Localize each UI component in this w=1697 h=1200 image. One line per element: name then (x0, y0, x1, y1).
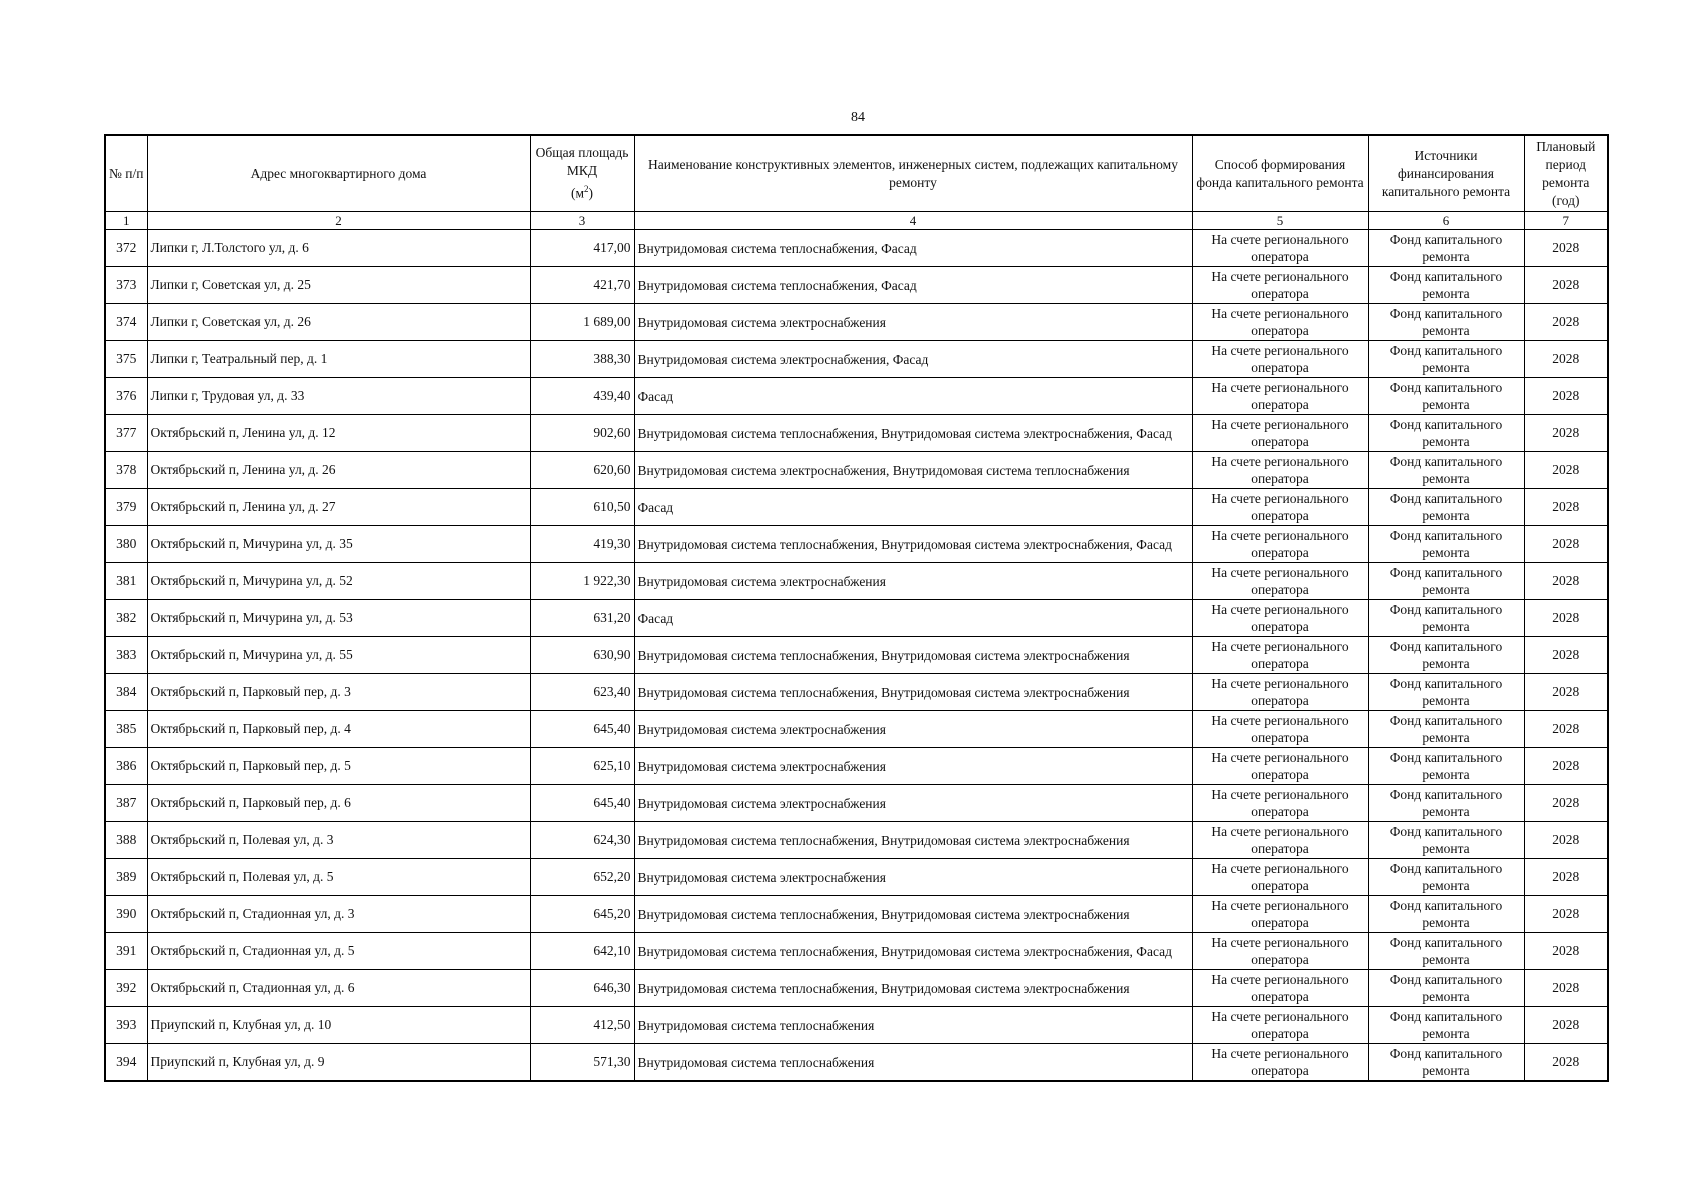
row-fund-method: На счете регионального оператора (1192, 230, 1368, 267)
row-funding-source: Фонд капитального ремонта (1368, 970, 1524, 1007)
table-row (105, 970, 1608, 1007)
row-planned-year: 2028 (1524, 563, 1608, 600)
row-planned-year: 2028 (1524, 748, 1608, 785)
column-number: 4 (634, 212, 1192, 230)
row-funding-source: Фонд капитального ремонта (1368, 230, 1524, 267)
row-funding-source: Фонд капитального ремонта (1368, 452, 1524, 489)
row-planned-year: 2028 (1524, 452, 1608, 489)
row-area: 645,40 (530, 785, 634, 822)
row-fund-method: На счете регионального оператора (1192, 711, 1368, 748)
table-row (105, 304, 1608, 341)
row-elements: Внутридомовая система теплоснабжения, Внутридомовая система электроснабжения (634, 970, 1192, 1007)
row-fund-method: На счете регионального оператора (1192, 378, 1368, 415)
row-funding-source: Фонд капитального ремонта (1368, 1044, 1524, 1082)
row-funding-source: Фонд капитального ремонта (1368, 600, 1524, 637)
header-area-unit-close: ) (588, 185, 594, 201)
row-fund-method: На счете регионального оператора (1192, 896, 1368, 933)
table-row (105, 674, 1608, 711)
row-planned-year: 2028 (1524, 933, 1608, 970)
row-planned-year: 2028 (1524, 1007, 1608, 1044)
row-planned-year: 2028 (1524, 711, 1608, 748)
row-funding-source: Фонд капитального ремонта (1368, 748, 1524, 785)
row-address: Октябрьский п, Мичурина ул, д. 35 (147, 526, 530, 563)
row-fund-method: На счете регионального оператора (1192, 600, 1368, 637)
row-address: Липки г, Советская ул, д. 26 (147, 304, 530, 341)
row-number: 378 (105, 452, 147, 489)
header-planned-year: Плановый период ремонта (год) (1524, 135, 1608, 212)
row-planned-year: 2028 (1524, 1044, 1608, 1082)
row-fund-method: На счете регионального оператора (1192, 822, 1368, 859)
row-area: 421,70 (530, 267, 634, 304)
column-number: 2 (147, 212, 530, 230)
row-elements: Внутридомовая система электроснабжения (634, 785, 1192, 822)
row-address: Липки г, Театральный пер, д. 1 (147, 341, 530, 378)
row-fund-method: На счете регионального оператора (1192, 489, 1368, 526)
row-planned-year: 2028 (1524, 785, 1608, 822)
row-planned-year: 2028 (1524, 267, 1608, 304)
row-planned-year: 2028 (1524, 674, 1608, 711)
row-number: 382 (105, 600, 147, 637)
row-area: 646,30 (530, 970, 634, 1007)
header-area-unit-sup: 2 (584, 184, 589, 195)
table-row (105, 711, 1608, 748)
row-address: Октябрьский п, Парковый пер, д. 3 (147, 674, 530, 711)
row-elements: Фасад (634, 378, 1192, 415)
row-address: Октябрьский п, Полевая ул, д. 5 (147, 859, 530, 896)
row-planned-year: 2028 (1524, 859, 1608, 896)
row-number: 381 (105, 563, 147, 600)
row-elements: Внутридомовая система теплоснабжения, Внутридомовая система электроснабжения, Фасад (634, 415, 1192, 452)
row-planned-year: 2028 (1524, 230, 1608, 267)
row-number: 373 (105, 267, 147, 304)
row-fund-method: На счете регионального оператора (1192, 637, 1368, 674)
row-elements: Внутридомовая система электроснабжения (634, 711, 1192, 748)
table-row (105, 933, 1608, 970)
row-elements: Внутридомовая система теплоснабжения, Внутридомовая система электроснабжения (634, 822, 1192, 859)
row-planned-year: 2028 (1524, 378, 1608, 415)
row-fund-method: На счете регионального оператора (1192, 341, 1368, 378)
table-row (105, 267, 1608, 304)
row-area: 642,10 (530, 933, 634, 970)
row-address: Октябрьский п, Парковый пер, д. 5 (147, 748, 530, 785)
row-funding-source: Фонд капитального ремонта (1368, 785, 1524, 822)
row-area: 1 922,30 (530, 563, 634, 600)
row-number: 388 (105, 822, 147, 859)
column-number: 1 (105, 212, 147, 230)
row-elements: Внутридомовая система теплоснабжения, Внутридомовая система электроснабжения, Фасад (634, 526, 1192, 563)
row-fund-method: На счете регионального оператора (1192, 452, 1368, 489)
row-number: 379 (105, 489, 147, 526)
row-funding-source: Фонд капитального ремонта (1368, 859, 1524, 896)
row-planned-year: 2028 (1524, 970, 1608, 1007)
row-area: 417,00 (530, 230, 634, 267)
row-elements: Внутридомовая система теплоснабжения (634, 1044, 1192, 1082)
row-planned-year: 2028 (1524, 600, 1608, 637)
row-funding-source: Фонд капитального ремонта (1368, 304, 1524, 341)
row-address: Октябрьский п, Ленина ул, д. 12 (147, 415, 530, 452)
row-fund-method: На счете регионального оператора (1192, 526, 1368, 563)
table-row (105, 859, 1608, 896)
column-number: 7 (1524, 212, 1608, 230)
row-planned-year: 2028 (1524, 341, 1608, 378)
row-number: 393 (105, 1007, 147, 1044)
table-row (105, 563, 1608, 600)
row-area: 645,40 (530, 711, 634, 748)
row-number: 376 (105, 378, 147, 415)
column-number-row (105, 212, 1608, 230)
row-address: Октябрьский п, Мичурина ул, д. 53 (147, 600, 530, 637)
row-number: 380 (105, 526, 147, 563)
row-address: Липки г, Трудовая ул, д. 33 (147, 378, 530, 415)
row-fund-method: На счете регионального оператора (1192, 933, 1368, 970)
row-planned-year: 2028 (1524, 526, 1608, 563)
header-address: Адрес многоквартирного дома (147, 135, 530, 212)
row-address: Октябрьский п, Стадионная ул, д. 6 (147, 970, 530, 1007)
row-address: Октябрьский п, Мичурина ул, д. 55 (147, 637, 530, 674)
row-funding-source: Фонд капитального ремонта (1368, 711, 1524, 748)
row-elements: Внутридомовая система теплоснабжения (634, 1007, 1192, 1044)
row-elements: Внутридомовая система электроснабжения, Фасад (634, 341, 1192, 378)
row-elements: Внутридомовая система электроснабжения (634, 304, 1192, 341)
row-number: 391 (105, 933, 147, 970)
row-number: 385 (105, 711, 147, 748)
table-row (105, 415, 1608, 452)
row-funding-source: Фонд капитального ремонта (1368, 267, 1524, 304)
row-fund-method: На счете регионального оператора (1192, 304, 1368, 341)
column-number: 5 (1192, 212, 1368, 230)
header-number: № п/п (105, 135, 147, 212)
page-number: 84 (851, 110, 865, 125)
row-area: 625,10 (530, 748, 634, 785)
row-area: 1 689,00 (530, 304, 634, 341)
repair-registry-table (104, 134, 1609, 1082)
row-address: Приупский п, Клубная ул, д. 9 (147, 1044, 530, 1082)
row-funding-source: Фонд капитального ремонта (1368, 378, 1524, 415)
row-number: 383 (105, 637, 147, 674)
row-number: 390 (105, 896, 147, 933)
table-row (105, 822, 1608, 859)
header-elements: Наименование конструктивных элементов, инженерных систем, подлежащих капитальному ремонту (634, 135, 1192, 212)
row-area: 571,30 (530, 1044, 634, 1082)
row-area: 610,50 (530, 489, 634, 526)
row-funding-source: Фонд капитального ремонта (1368, 822, 1524, 859)
table-row (105, 785, 1608, 822)
row-area: 419,30 (530, 526, 634, 563)
row-elements: Внутридомовая система теплоснабжения, Внутридомовая система электроснабжения (634, 637, 1192, 674)
row-funding-source: Фонд капитального ремонта (1368, 563, 1524, 600)
row-planned-year: 2028 (1524, 896, 1608, 933)
row-elements: Внутридомовая система электроснабжения (634, 563, 1192, 600)
row-area: 645,20 (530, 896, 634, 933)
row-area: 623,40 (530, 674, 634, 711)
table-row (105, 1007, 1608, 1044)
row-elements: Внутридомовая система теплоснабжения, Внутридомовая система электроснабжения (634, 674, 1192, 711)
row-funding-source: Фонд капитального ремонта (1368, 637, 1524, 674)
row-elements: Внутридомовая система электроснабжения (634, 748, 1192, 785)
row-planned-year: 2028 (1524, 415, 1608, 452)
row-number: 372 (105, 230, 147, 267)
row-fund-method: На счете регионального оператора (1192, 859, 1368, 896)
row-address: Октябрьский п, Полевая ул, д. 3 (147, 822, 530, 859)
row-number: 389 (105, 859, 147, 896)
table-row (105, 526, 1608, 563)
row-address: Октябрьский п, Парковый пер, д. 6 (147, 785, 530, 822)
column-number: 3 (530, 212, 634, 230)
row-funding-source: Фонд капитального ремонта (1368, 933, 1524, 970)
row-elements: Фасад (634, 489, 1192, 526)
table-body (105, 230, 1608, 1082)
row-address: Приупский п, Клубная ул, д. 10 (147, 1007, 530, 1044)
row-funding-source: Фонд капитального ремонта (1368, 415, 1524, 452)
row-area: 388,30 (530, 341, 634, 378)
header-area (530, 135, 634, 212)
table-row (105, 748, 1608, 785)
row-area: 624,30 (530, 822, 634, 859)
table-header-row (105, 135, 1608, 212)
row-area: 630,90 (530, 637, 634, 674)
row-funding-source: Фонд капитального ремонта (1368, 526, 1524, 563)
row-number: 374 (105, 304, 147, 341)
row-number: 375 (105, 341, 147, 378)
table-row (105, 378, 1608, 415)
row-number: 392 (105, 970, 147, 1007)
row-area: 439,40 (530, 378, 634, 415)
row-elements: Внутридомовая система электроснабжения, Внутридомовая система теплоснабжения (634, 452, 1192, 489)
row-elements: Внутридомовая система теплоснабжения, Внутридомовая система электроснабжения (634, 896, 1192, 933)
row-number: 386 (105, 748, 147, 785)
table-row (105, 1044, 1608, 1082)
row-fund-method: На счете регионального оператора (1192, 563, 1368, 600)
row-elements: Фасад (634, 600, 1192, 637)
row-planned-year: 2028 (1524, 822, 1608, 859)
table-row (105, 896, 1608, 933)
table-row (105, 600, 1608, 637)
row-planned-year: 2028 (1524, 489, 1608, 526)
row-fund-method: На счете регионального оператора (1192, 1007, 1368, 1044)
row-fund-method: На счете регионального оператора (1192, 748, 1368, 785)
row-fund-method: На счете регионального оператора (1192, 1044, 1368, 1082)
row-funding-source: Фонд капитального ремонта (1368, 674, 1524, 711)
row-area: 631,20 (530, 600, 634, 637)
table-row (105, 452, 1608, 489)
row-address: Октябрьский п, Парковый пер, д. 4 (147, 711, 530, 748)
row-area: 412,50 (530, 1007, 634, 1044)
header-funding-source: Источники финансирования капитального ремонта (1368, 135, 1524, 212)
row-elements: Внутридомовая система теплоснабжения, Фасад (634, 267, 1192, 304)
row-address: Октябрьский п, Мичурина ул, д. 52 (147, 563, 530, 600)
row-fund-method: На счете регионального оператора (1192, 674, 1368, 711)
row-number: 387 (105, 785, 147, 822)
header-area-unit: (м (570, 185, 585, 201)
row-planned-year: 2028 (1524, 304, 1608, 341)
row-funding-source: Фонд капитального ремонта (1368, 341, 1524, 378)
row-fund-method: На счете регионального оператора (1192, 785, 1368, 822)
row-number: 377 (105, 415, 147, 452)
table-row (105, 489, 1608, 526)
row-fund-method: На счете регионального оператора (1192, 970, 1368, 1007)
row-address: Липки г, Л.Толстого ул, д. 6 (147, 230, 530, 267)
row-address: Октябрьский п, Стадионная ул, д. 3 (147, 896, 530, 933)
row-elements: Внутридомовая система теплоснабжения, Фасад (634, 230, 1192, 267)
row-number: 384 (105, 674, 147, 711)
table-row (105, 637, 1608, 674)
row-funding-source: Фонд капитального ремонта (1368, 1007, 1524, 1044)
header-area-label: Общая площадь МКД (535, 145, 629, 179)
header-fund-method: Способ формирования фонда капитального ремонта (1192, 135, 1368, 212)
table-row (105, 230, 1608, 267)
row-elements: Внутридомовая система теплоснабжения, Внутридомовая система электроснабжения, Фасад (634, 933, 1192, 970)
row-area: 902,60 (530, 415, 634, 452)
row-area: 652,20 (530, 859, 634, 896)
row-elements: Внутридомовая система электроснабжения (634, 859, 1192, 896)
column-number: 6 (1368, 212, 1524, 230)
row-planned-year: 2028 (1524, 637, 1608, 674)
row-area: 620,60 (530, 452, 634, 489)
row-fund-method: На счете регионального оператора (1192, 267, 1368, 304)
row-funding-source: Фонд капитального ремонта (1368, 489, 1524, 526)
row-number: 394 (105, 1044, 147, 1082)
row-address: Октябрьский п, Стадионная ул, д. 5 (147, 933, 530, 970)
row-address: Липки г, Советская ул, д. 25 (147, 267, 530, 304)
table-row (105, 341, 1608, 378)
row-address: Октябрьский п, Ленина ул, д. 27 (147, 489, 530, 526)
row-address: Октябрьский п, Ленина ул, д. 26 (147, 452, 530, 489)
row-funding-source: Фонд капитального ремонта (1368, 896, 1524, 933)
row-fund-method: На счете регионального оператора (1192, 415, 1368, 452)
